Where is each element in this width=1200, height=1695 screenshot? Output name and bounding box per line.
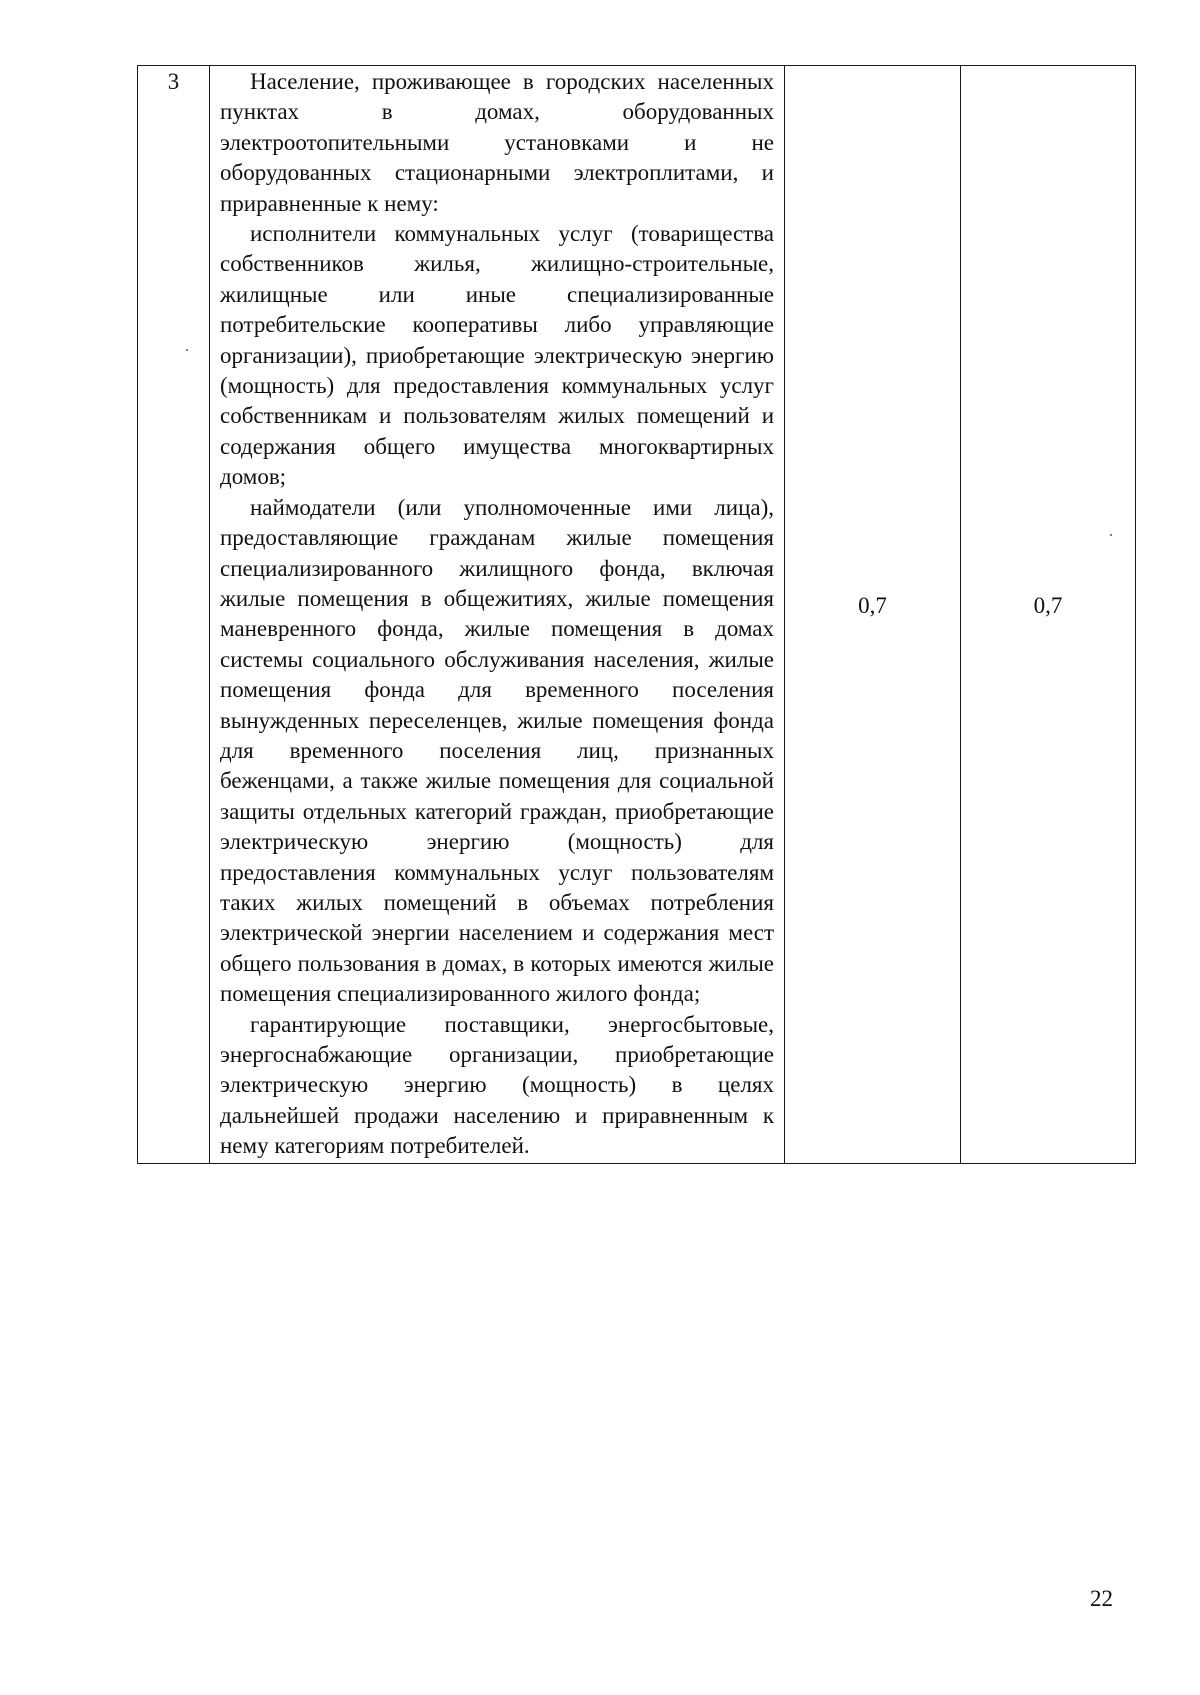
value-cell-2 [961, 66, 1136, 1164]
description-paragraph: гарантирующие поставщики, энергосбытовые, энергоснабжающие организации, приобретающие электрическую энергию (мощность) в целях дальнейшей продажи населению и приравненным к нему категориям потребителей. [220, 1011, 774, 1159]
description-paragraph: наймодатели (или уполномоченные ими лица), предоставляющие гражданам жилые помещения специализированного жилищного фонда, включая жилые помещения в общежитиях, жилые помещения маневренного фонда, жилые помещения в домах системы социального обслуживания населения, жилые помещения фонда для временного поселения вынужденных переселенцев, жилые помещения фонда для временного поселения лиц, признанных беженцами, а также жилые помещения для социальной защиты отдельных категорий граждан, приобретающие электрическую энергию (мощность) для предоставления коммунальных услуг пользователям таких жилых помещений в объемах потребления электрической энергии населением и содержания мест общего пользования в домах, в которых имеются жилые помещения специализированного жилого фонда; [220, 494, 774, 1007]
value-1: 0,7 [858, 593, 887, 619]
tariff-table [137, 65, 1136, 1164]
row-description-cell [210, 66, 785, 1164]
scan-speck [1110, 534, 1112, 536]
value-cell-1 [785, 66, 961, 1164]
description-paragraph: Население, проживающее в городских населенных пунктах в домах, оборудованных электроотопительными установками и не оборудованных стационарными электроплитами, и приравненные к нему: [220, 69, 774, 216]
value-2: 0,7 [1033, 593, 1063, 619]
row-number-cell [138, 66, 210, 1164]
scan-speck [186, 349, 188, 351]
page-number: 22 [1090, 1586, 1113, 1611]
table-row [138, 66, 1136, 1164]
description-paragraph: исполнители коммунальных услуг (товарищества собственников жилья, жилищно-строительные, жилищные или иные специализированные потребительские кооперативы либо управляющие организации), приобретающие электрическую энергию (мощность) для предоставления коммунальных услуг собственникам и пользователям жилых помещений и содержания общего имущества многоквартирных домов; [220, 221, 774, 490]
row-number: 3 [167, 69, 180, 94]
